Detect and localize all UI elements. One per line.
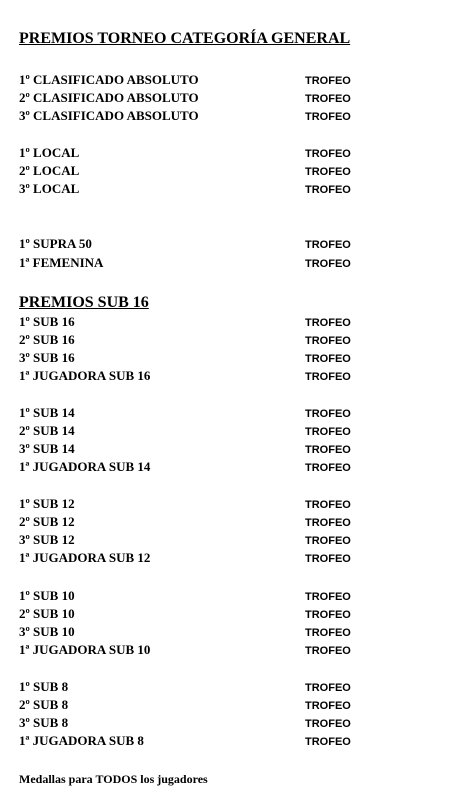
prize-value: TROFEO bbox=[305, 499, 351, 511]
prize-value: TROFEO bbox=[305, 408, 351, 420]
prize-value: TROFEO bbox=[305, 444, 351, 456]
prize-label: 1º SUB 10 bbox=[19, 588, 75, 603]
prize-label: 2º SUB 14 bbox=[19, 423, 75, 438]
prize-value: TROFEO bbox=[305, 462, 351, 474]
prize-value: TROFEO bbox=[305, 371, 351, 383]
prize-value: TROFEO bbox=[305, 591, 351, 603]
prize-label: 1º SUB 8 bbox=[19, 679, 69, 694]
prize-value: TROFEO bbox=[305, 682, 351, 694]
prize-label: 2º CLASIFICADO ABSOLUTO bbox=[19, 90, 199, 105]
general-prizes-title: PREMIOS TORNEO CATEGORÍA GENERAL bbox=[19, 30, 351, 47]
prize-value: TROFEO bbox=[305, 93, 351, 105]
prize-label: 3º SUB 12 bbox=[19, 532, 75, 547]
prize-value: TROFEO bbox=[305, 736, 351, 748]
prize-value: TROFEO bbox=[305, 517, 351, 529]
prize-label: 3º LOCAL bbox=[19, 181, 80, 196]
prize-label: 3º SUB 8 bbox=[19, 715, 69, 730]
prize-label: 1ª JUGADORA SUB 16 bbox=[19, 368, 151, 383]
prize-label: 2º SUB 12 bbox=[19, 514, 75, 529]
prize-label: 3º SUB 10 bbox=[19, 624, 75, 639]
prize-value: TROFEO bbox=[305, 353, 351, 365]
prize-label: 3º SUB 14 bbox=[19, 441, 75, 456]
prize-value: TROFEO bbox=[305, 166, 351, 178]
prize-label: 1ª JUGADORA SUB 8 bbox=[19, 733, 144, 748]
prize-label: 1ª JUGADORA SUB 12 bbox=[19, 550, 151, 565]
prize-value: TROFEO bbox=[305, 239, 351, 251]
prize-value: TROFEO bbox=[305, 75, 351, 87]
prize-value: TROFEO bbox=[305, 718, 351, 730]
prize-label: 1º SUB 12 bbox=[19, 496, 75, 511]
prize-value: TROFEO bbox=[305, 111, 351, 123]
sub16-prizes-title: PREMIOS SUB 16 bbox=[19, 294, 149, 311]
prize-value: TROFEO bbox=[305, 258, 351, 270]
prize-value: TROFEO bbox=[305, 184, 351, 196]
footer-note: Medallas para TODOS los jugadores bbox=[19, 772, 208, 786]
prize-label: 1º CLASIFICADO ABSOLUTO bbox=[19, 72, 199, 87]
prize-value: TROFEO bbox=[305, 335, 351, 347]
prize-label: 3º CLASIFICADO ABSOLUTO bbox=[19, 108, 199, 123]
prize-label: 1º LOCAL bbox=[19, 145, 80, 160]
prize-value: TROFEO bbox=[305, 148, 351, 160]
prize-value: TROFEO bbox=[305, 426, 351, 438]
prize-value: TROFEO bbox=[305, 535, 351, 547]
prize-label: 2º LOCAL bbox=[19, 163, 80, 178]
prize-label: 1º SUB 16 bbox=[19, 314, 75, 329]
prize-label: 1º SUPRA 50 bbox=[19, 236, 92, 251]
prize-label: 1ª JUGADORA SUB 14 bbox=[19, 459, 151, 474]
prize-label: 2º SUB 10 bbox=[19, 606, 75, 621]
prize-value: TROFEO bbox=[305, 700, 351, 712]
prize-value: TROFEO bbox=[305, 645, 351, 657]
prize-label: 1º SUB 14 bbox=[19, 405, 75, 420]
prize-label: 3º SUB 16 bbox=[19, 350, 75, 365]
prize-label: 2º SUB 16 bbox=[19, 332, 75, 347]
prize-value: TROFEO bbox=[305, 317, 351, 329]
prize-value: TROFEO bbox=[305, 553, 351, 565]
prize-label: 1ª JUGADORA SUB 10 bbox=[19, 642, 151, 657]
prize-value: TROFEO bbox=[305, 627, 351, 639]
prize-label: 2º SUB 8 bbox=[19, 697, 69, 712]
prize-value: TROFEO bbox=[305, 609, 351, 621]
prize-label: 1ª FEMENINA bbox=[19, 255, 104, 270]
